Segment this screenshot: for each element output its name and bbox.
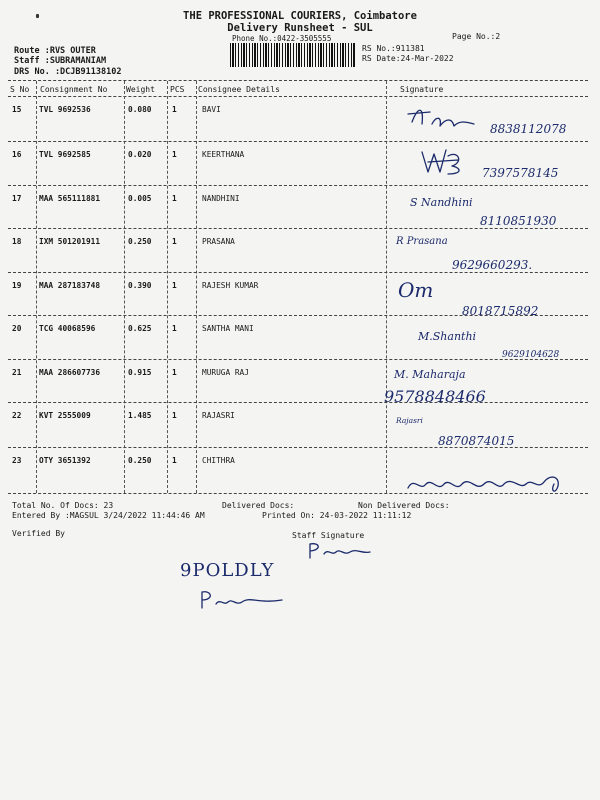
barcode — [230, 43, 356, 67]
col-header-sno: S No — [10, 85, 30, 94]
cell-sno: 16 — [12, 150, 22, 159]
cell-consignment: KVT 2555009 — [39, 411, 91, 420]
drs-number: DRS No. :DCJB91138102 — [14, 67, 122, 77]
cell-consignment: MAA 286607736 — [39, 368, 101, 377]
row-divider — [8, 141, 588, 142]
handwritten-phone-22: 8870874015 — [438, 434, 515, 448]
handwritten-note: 9POLDLY — [180, 560, 275, 581]
cell-consignee: SANTHA MANI — [202, 324, 254, 333]
cell-consignee: BAVI — [202, 105, 221, 114]
rs-number: RS No.:911381 — [362, 44, 425, 53]
cell-weight: 0.080 — [128, 105, 152, 114]
cell-pcs: 1 — [172, 237, 177, 246]
signature-row-19: Om — [398, 278, 434, 302]
cell-pcs: 1 — [172, 194, 177, 203]
cell-consignee: NANDHINI — [202, 194, 240, 203]
row-divider — [8, 185, 588, 186]
staff-signature — [306, 540, 376, 562]
col-header-signature: Signature — [400, 85, 444, 94]
signature-row-17: S Nandhini — [410, 196, 473, 209]
cell-pcs: 1 — [172, 324, 177, 333]
cell-pcs: 1 — [172, 150, 177, 159]
staff: Staff :SUBRAMANIAM — [14, 56, 107, 66]
cell-weight: 0.915 — [128, 368, 152, 377]
signature-row-20: M.Shanthi — [418, 330, 477, 343]
col-header-consignment: Consignment No — [40, 85, 108, 94]
cell-sno: 22 — [12, 411, 22, 420]
cell-sno: 17 — [12, 194, 22, 203]
cell-consignment: OTY 3651392 — [39, 456, 91, 465]
cell-pcs: 1 — [172, 411, 177, 420]
cell-consignment: MAA 287183748 — [39, 281, 101, 290]
handwritten-phone-19: 8018715892 — [462, 304, 539, 318]
company-title: THE PROFESSIONAL COURIERS, Coimbatore — [183, 10, 417, 22]
cell-sno: 19 — [12, 281, 22, 290]
row-divider — [8, 228, 588, 229]
table-header-rule — [8, 96, 588, 97]
cell-consignee: PRASANA — [202, 237, 235, 246]
handwritten-phone-18: 9629660293. — [452, 258, 533, 272]
cell-consignment: IXM 501201911 — [39, 237, 101, 246]
col-header-pcs: PCS — [170, 85, 185, 94]
signature-row-15 — [404, 100, 484, 140]
cell-pcs: 1 — [172, 281, 177, 290]
cell-sno: 21 — [12, 368, 22, 377]
signature-row-18: R Prasana — [396, 236, 448, 247]
row-divider — [8, 272, 588, 273]
row-divider — [8, 402, 588, 403]
handwritten-phone-17: 8110851930 — [480, 214, 557, 228]
cell-consignee: RAJASRI — [202, 411, 235, 420]
cell-consignment: TCG 40068596 — [39, 324, 96, 333]
cell-weight: 0.250 — [128, 456, 152, 465]
cell-pcs: 1 — [172, 368, 177, 377]
cell-sno: 23 — [12, 456, 22, 465]
col-divider — [386, 81, 387, 493]
staff-signature-label: Staff Signature — [292, 531, 365, 540]
cell-weight: 0.020 — [128, 150, 152, 159]
col-divider — [36, 81, 37, 493]
col-header-consignee: Consignee Details — [198, 85, 280, 94]
handwritten-phone-16: 7397578145 — [482, 166, 559, 180]
printed-on: Printed On: 24-03-2022 11:11:12 — [262, 511, 412, 520]
cell-consignment: TVL 9692536 — [39, 105, 91, 114]
verifier-signature — [198, 588, 288, 612]
col-divider — [124, 81, 125, 493]
handwritten-phone-15: 8838112078 — [490, 122, 567, 136]
col-divider — [196, 81, 197, 493]
signature-row-16 — [418, 144, 468, 178]
cell-consignee: KEERTHANA — [202, 150, 245, 159]
cell-consignment: MAA 565111881 — [39, 194, 101, 203]
cell-weight: 0.005 — [128, 194, 152, 203]
cell-consignee: CHITHRA — [202, 456, 235, 465]
non-delivered-docs: Non Delivered Docs: — [358, 501, 450, 510]
handwritten-phone-20: 9629104628 — [502, 350, 560, 360]
signature-row-21: M. Maharaja — [394, 368, 466, 381]
cell-weight: 0.250 — [128, 237, 152, 246]
row-divider — [8, 359, 588, 360]
signature-row-22: Rajasri — [396, 416, 423, 425]
cell-weight: 0.625 — [128, 324, 152, 333]
cell-pcs: 1 — [172, 105, 177, 114]
phone-number: Phone No.:0422-3505555 — [232, 34, 332, 43]
cell-weight: 1.485 — [128, 411, 152, 420]
cell-sno: 15 — [12, 105, 22, 114]
table-top-rule — [8, 80, 588, 81]
cell-consignment: TVL 9692585 — [39, 150, 91, 159]
total-docs: Total No. Of Docs: 23 — [12, 501, 114, 510]
entered-by: Entered By :MAGSUL 3/24/2022 11:44:46 AM — [12, 511, 205, 520]
verified-by-label: Verified By — [12, 529, 65, 538]
col-header-weight: Weight — [126, 85, 155, 94]
delivered-docs: Delivered Docs: — [222, 501, 295, 510]
col-divider — [167, 81, 168, 493]
sheet-subtitle: Delivery Runsheet - SUL — [227, 22, 373, 34]
rs-date: RS Date:24-Mar-2022 — [362, 54, 454, 63]
cell-weight: 0.390 — [128, 281, 152, 290]
page-number: Page No.:2 — [452, 32, 501, 41]
handwritten-phone-21: 9578848466 — [384, 387, 486, 406]
cell-sno: 18 — [12, 237, 22, 246]
route: Route :RVS OUTER — [14, 46, 96, 56]
table-bottom-rule — [8, 493, 588, 494]
cell-sno: 20 — [12, 324, 22, 333]
cell-consignee: RAJESH KUMAR — [202, 281, 259, 290]
cell-consignee: MURUGA RAJ — [202, 368, 249, 377]
cell-pcs: 1 — [172, 456, 177, 465]
